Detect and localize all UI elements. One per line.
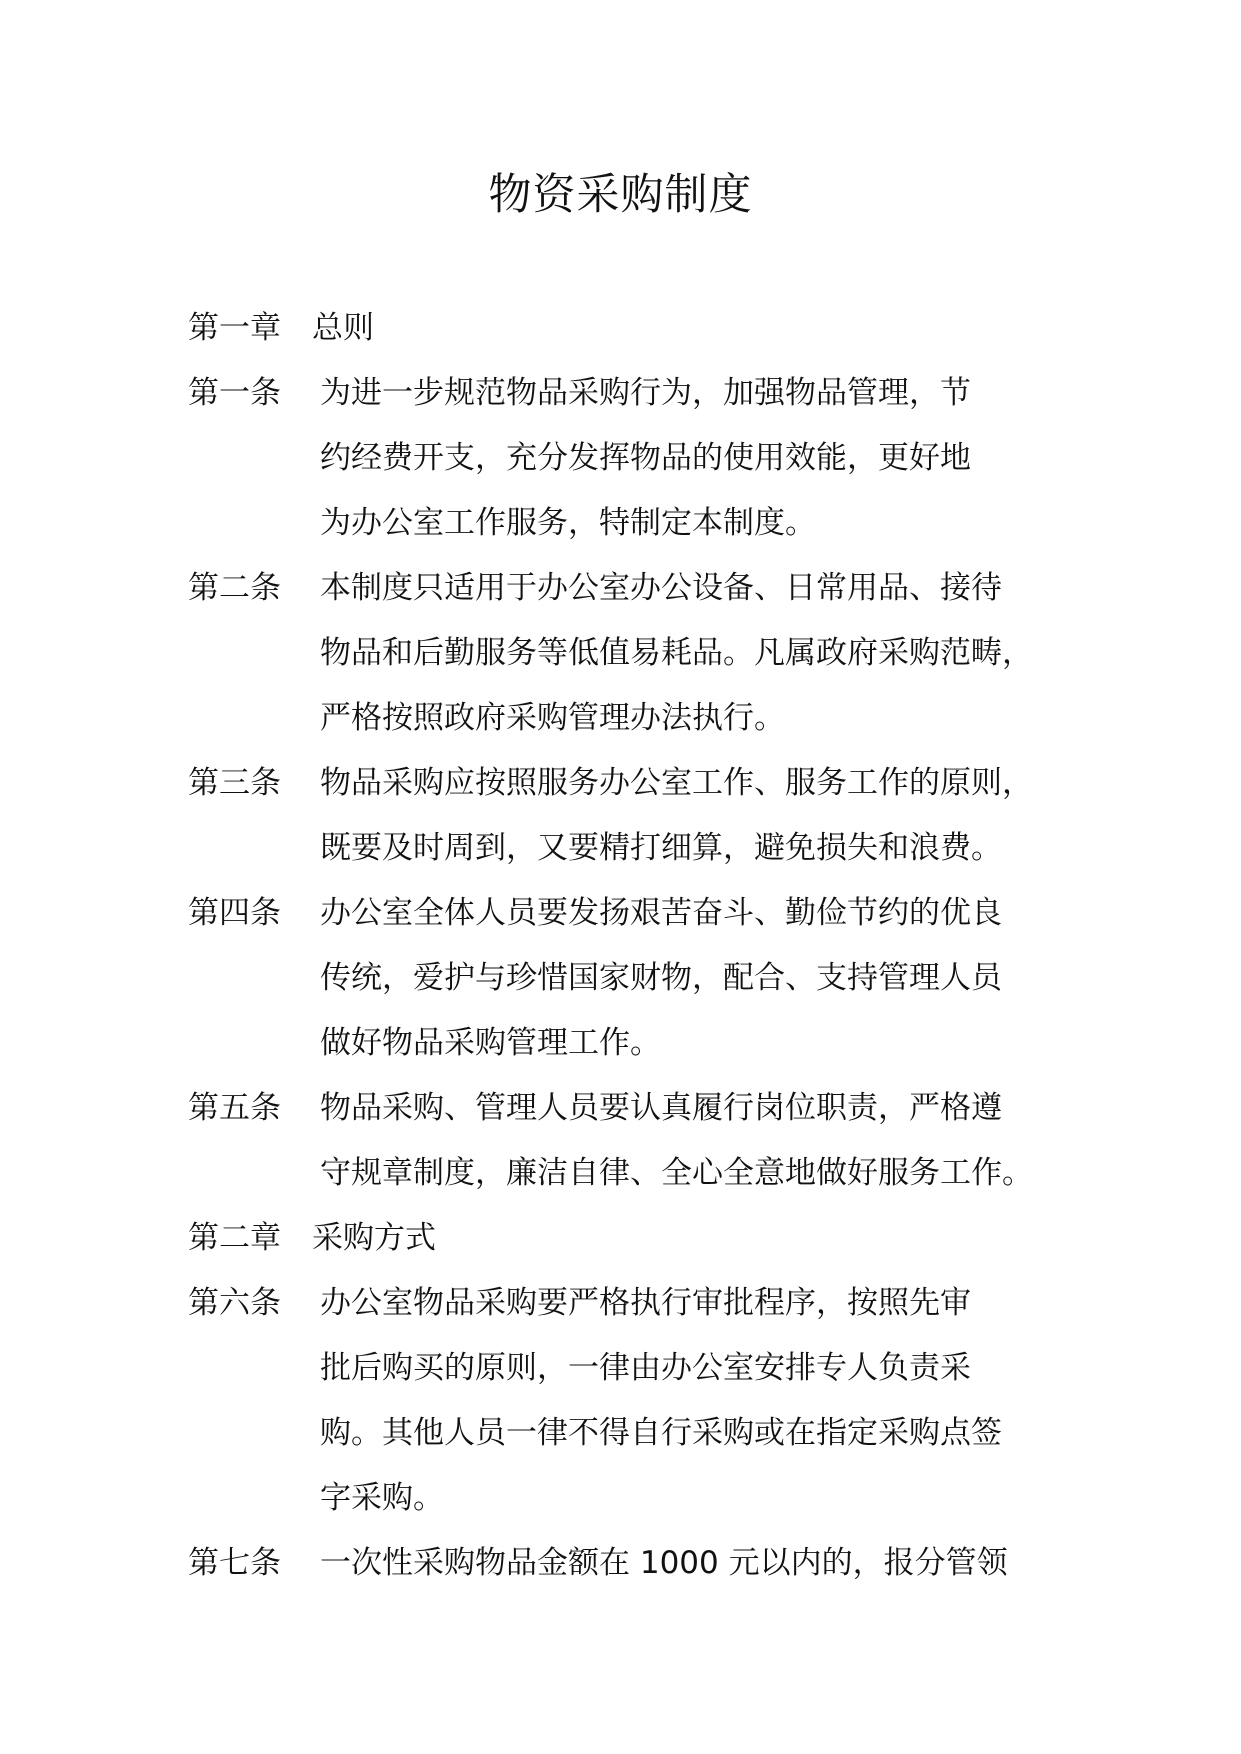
article-line: 传统，爱护与珍惜国家财物，配合、支持管理人员 [320, 960, 1002, 996]
article-line: 办公室物品采购要严格执行审批程序，按照先审 [320, 1285, 971, 1321]
article-label: 第六条 [188, 1285, 281, 1321]
article-line: 守规章制度，廉洁自律、全心全意地做好服务工作。 [320, 1155, 1033, 1191]
article-line: 约经费开支，充分发挥物品的使用效能，更好地 [320, 440, 971, 476]
article-text [320, 1531, 1088, 1596]
article-label: 第五条 [188, 1090, 281, 1126]
article-7 [188, 1531, 1088, 1596]
chapter-heading: 采购方式 [312, 1220, 436, 1256]
article-line: 物品和后勤服务等低值易耗品。凡属政府采购范畴， [320, 635, 1033, 671]
document-body [188, 296, 1088, 1596]
article-line: 严格按照政府采购管理办法执行。 [320, 700, 785, 736]
article-line: 做好物品采购管理工作。 [320, 1025, 661, 1061]
document-title: 物资采购制度 [488, 170, 753, 220]
article-5 [188, 1076, 1088, 1206]
article-line: 本制度只适用于办公室办公设备、日常用品、接待 [320, 570, 1002, 606]
chapter-heading: 总则 [312, 310, 374, 346]
article-line: 物品采购、管理人员要认真履行岗位职责，严格遵 [320, 1090, 1002, 1126]
article-line: 物品采购应按照服务办公室工作、服务工作的原则， [320, 765, 1033, 801]
chapter-1 [188, 296, 1088, 361]
article-label: 第七条 [188, 1545, 281, 1581]
article-line: 为进一步规范物品采购行为，加强物品管理，节 [320, 375, 971, 411]
article-line: 一次性采购物品金额在 1000 元以内的，报分管领 [320, 1545, 1008, 1581]
chapter-2 [188, 1206, 1088, 1271]
article-text [320, 556, 1088, 751]
article-label: 第三条 [188, 765, 281, 801]
article-text [320, 361, 1088, 556]
article-2 [188, 556, 1088, 751]
article-text [320, 1271, 1088, 1531]
article-line: 办公室全体人员要发扬艰苦奋斗、勤俭节约的优良 [320, 895, 1002, 931]
article-line: 购。其他人员一律不得自行采购或在指定采购点签 [320, 1415, 1002, 1451]
chapter-label: 第一章 [188, 310, 281, 346]
article-label: 第四条 [188, 895, 281, 931]
chapter-label: 第二章 [188, 1220, 281, 1256]
article-text [320, 881, 1088, 1076]
article-4 [188, 881, 1088, 1076]
article-line: 既要及时周到，又要精打细算，避免损失和浪费。 [320, 830, 1002, 866]
article-line: 批后购买的原则，一律由办公室安排专人负责采 [320, 1350, 971, 1386]
article-text [320, 1076, 1088, 1206]
article-line: 为办公室工作服务，特制定本制度。 [320, 505, 816, 541]
article-6 [188, 1271, 1088, 1531]
article-text [320, 751, 1088, 881]
article-1 [188, 361, 1088, 556]
article-line: 字采购。 [320, 1480, 444, 1516]
article-label: 第二条 [188, 570, 281, 606]
article-label: 第一条 [188, 375, 281, 411]
article-3 [188, 751, 1088, 881]
